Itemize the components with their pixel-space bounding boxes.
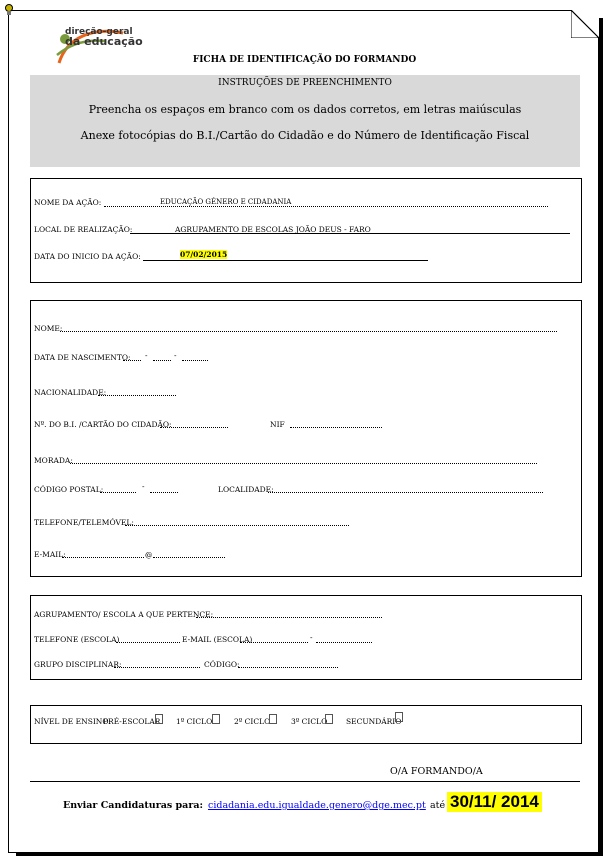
signature-label: O/A FORMANDO/A	[390, 766, 483, 777]
instructions-line-2: Anexe fotocópias do B.I./Cartão do Cidadão e do Número de Identificação Fiscal	[80, 129, 530, 142]
action-name-value: EDUCAÇÃO GÉNERO E CIDADANIA	[160, 198, 292, 206]
postal-dash: -	[142, 482, 145, 491]
level-label: NÍVEL DE ENSINO:	[34, 717, 112, 726]
postal-code-ext-field[interactable]	[150, 492, 178, 493]
address-field[interactable]	[70, 463, 537, 464]
name-label: NOME:	[34, 324, 63, 333]
level-checkbox-cycle-2[interactable]	[269, 714, 277, 724]
personal-section	[30, 300, 582, 577]
level-option-cycle-2: 2º CICLO	[234, 717, 271, 726]
until-label: até	[430, 800, 446, 811]
instructions-panel	[30, 75, 580, 167]
name-field[interactable]	[60, 331, 557, 332]
action-name-label: NOME DA AÇÃO:	[34, 198, 102, 207]
birth-dash-1: -	[145, 351, 148, 360]
level-checkbox-cycle-3[interactable]	[325, 714, 333, 724]
instructions-heading: INSTRUÇÕES DE PREENCHIMENTO	[218, 78, 392, 88]
action-location-label: LOCAL DE REALIZAÇÃO:	[34, 225, 133, 234]
nif-label: NIF	[270, 420, 285, 429]
phone-field[interactable]	[125, 525, 349, 526]
birth-dash-2: -	[174, 351, 177, 360]
action-start-value: 07/02/2015	[180, 250, 228, 259]
level-option-cycle-3: 3º CICLO	[291, 717, 328, 726]
action-location-value: AGRUPAMENTO DE ESCOLAS JOÃO DEUS - FARO	[175, 225, 371, 234]
school-email-label: E-MAIL (ESCOLA)	[182, 635, 253, 644]
locality-field[interactable]	[268, 492, 543, 493]
email-user-field[interactable]	[62, 557, 144, 558]
birth-date-label: DATA DE NASCIMENTO:	[34, 353, 131, 362]
instructions-line-1: Preencha os espaços em branco com os dados corretos, em letras maiúsculas	[88, 103, 522, 116]
code-label: CÓDIGO:	[204, 660, 240, 669]
id-card-field[interactable]	[160, 427, 228, 428]
email-domain-field[interactable]	[153, 557, 225, 558]
postal-code-main-field[interactable]	[100, 492, 136, 493]
phone-label: TELEFONE/TELEMÓVEL:	[34, 518, 134, 527]
action-start-field[interactable]	[143, 260, 428, 261]
school-email-dash: -	[310, 633, 313, 642]
signature-line[interactable]	[30, 781, 580, 782]
level-checkbox-cycle-1[interactable]	[212, 714, 220, 724]
logo-text	[65, 28, 143, 47]
school-email-domain-field[interactable]	[316, 642, 372, 643]
school-phone-field[interactable]	[116, 642, 180, 643]
birth-month-field[interactable]	[153, 360, 171, 361]
level-checkbox-secondary[interactable]	[395, 712, 403, 722]
school-group-field[interactable]	[196, 617, 382, 618]
nif-field[interactable]	[290, 427, 382, 428]
code-field[interactable]	[238, 667, 338, 668]
email-at-sign: @	[145, 550, 153, 559]
logo-line-2: da educação	[65, 35, 143, 48]
school-phone-label: TELEFONE (ESCOLA)	[34, 635, 120, 644]
pin-icon	[2, 2, 16, 16]
form-title: FICHA DE IDENTIFICAÇÃO DO FORMANDO	[192, 55, 417, 65]
level-option-cycle-1: 1º CICLO	[176, 717, 213, 726]
send-applications-label: Enviar Candidaturas para:	[63, 800, 203, 811]
postal-code-label: CÓDIGO POSTAL:	[34, 485, 104, 494]
school-email-user-field[interactable]	[240, 642, 308, 643]
logo-line-1: direção-geral	[65, 27, 133, 37]
page-shadow-right	[599, 18, 603, 856]
address-label: MORADA:	[34, 456, 73, 465]
email-label: E-MAIL:	[34, 550, 66, 559]
id-card-label: Nº. DO B.I. /CARTÃO DO CIDADÃO:	[34, 420, 172, 429]
school-group-label: AGRUPAMENTO/ ESCOLA A QUE PERTENCE:	[34, 610, 214, 619]
discipline-field[interactable]	[114, 667, 200, 668]
action-start-label: DATA DO INICIO DA AÇÃO:	[34, 252, 141, 261]
nationality-field[interactable]	[98, 395, 176, 396]
deadline-date: 30/11/ 2014	[447, 792, 542, 812]
action-name-field[interactable]	[104, 206, 548, 207]
locality-label: LOCALIDADE:	[218, 485, 274, 494]
level-option-pre-school: PRÉ-ESCOLAR	[103, 717, 161, 726]
birth-day-field[interactable]	[123, 360, 141, 361]
level-checkbox-pre-school[interactable]	[155, 714, 163, 724]
page-curl-icon	[571, 10, 599, 38]
nationality-label: NACIONALIDADE:	[34, 388, 107, 397]
level-option-secondary: SECUNDÁRIO	[346, 717, 402, 726]
discipline-label: GRUPO DISCIPLINAR:	[34, 660, 122, 669]
applications-email-link[interactable]: cidadania.edu.igualdade.genero@dge.mec.pt	[208, 800, 426, 811]
birth-year-field[interactable]	[182, 360, 208, 361]
